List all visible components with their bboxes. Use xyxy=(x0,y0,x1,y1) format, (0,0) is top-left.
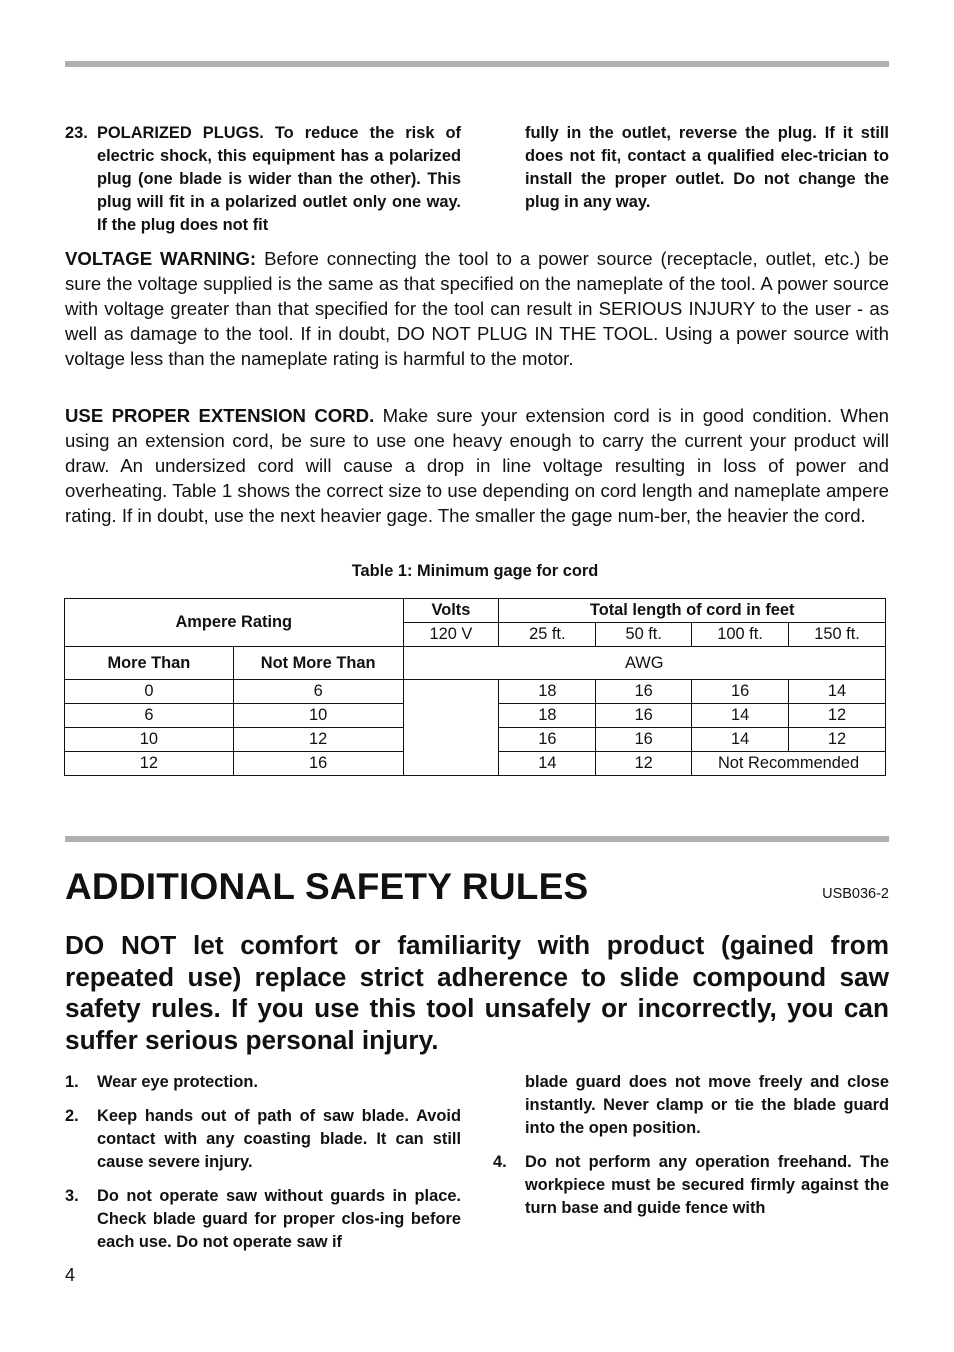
length-header-50: 50 ft. xyxy=(596,623,692,647)
ampere-rating-header: Ampere Rating xyxy=(65,599,404,647)
extension-cord-heading: USE PROPER EXTENSION CORD. xyxy=(65,405,375,426)
more-than-cell: 6 xyxy=(65,704,234,728)
gage-cell: 18 xyxy=(499,704,596,728)
awg-header: AWG xyxy=(403,647,885,680)
item-text-continued: fully in the outlet, reverse the plug. If it still does not fit, contact a qualified elec-trician to install the proper outlet. Do not change the plug in any way. xyxy=(525,124,889,211)
voltage-warning-paragraph xyxy=(65,246,889,371)
rule-number: 2. xyxy=(65,1107,79,1125)
table-caption: Table 1: Minimum gage for cord xyxy=(351,562,599,580)
rule-number: 1. xyxy=(65,1073,79,1091)
not-more-than-cell: 12 xyxy=(233,728,403,752)
more-than-cell: 10 xyxy=(65,728,234,752)
section-divider xyxy=(65,836,889,842)
length-header-150: 150 ft. xyxy=(789,623,886,647)
gage-cell: 12 xyxy=(789,728,886,752)
gage-cell: 18 xyxy=(499,680,596,704)
item-text: POLARIZED PLUGS. To reduce the risk of electric shock, this equipment has a polarized plug (one blade is wider than the other). This plug will fit in a polarized outlet only one way. If the plug does not fit xyxy=(97,124,461,234)
rules-right-column xyxy=(493,1071,889,1220)
rule-number: 4. xyxy=(493,1153,507,1171)
item-23-left-column xyxy=(65,122,461,237)
more-than-header: More Than xyxy=(65,647,234,680)
rule-number: 3. xyxy=(65,1187,79,1205)
page-number: 4 xyxy=(65,1265,76,1285)
gage-cell: 16 xyxy=(499,728,596,752)
rule-1 xyxy=(65,1071,461,1094)
rule-text: Do not perform any operation freehand. The workpiece must be secured firmly against the turn base and guide fence with xyxy=(525,1153,889,1217)
volts-header: Volts xyxy=(403,599,499,623)
item-23-right-column xyxy=(525,122,889,214)
not-more-than-header: Not More Than xyxy=(233,647,403,680)
gage-cell: 16 xyxy=(692,680,789,704)
gage-cell: 14 xyxy=(789,680,886,704)
extension-cord-text: Make sure your extension cord is in good condition. When using an extension cord, be sure to use one heavy enough to carry the current your product will draw. An undersized cord will cause a drop in line voltage resulting in loss of power and overheating. Table 1 shows the correct size to use depending on cord length and nameplate ampere rating. If in doubt, use the next heavier gage. The smaller the gage num-ber, the heavier the cord. xyxy=(65,405,889,526)
voltage-cell: 120 V xyxy=(403,623,499,647)
length-header-100: 100 ft. xyxy=(692,623,789,647)
rule-3-continued xyxy=(493,1071,889,1140)
rule-text: Wear eye protection. xyxy=(97,1073,258,1091)
not-recommended-cell: Not Recommended xyxy=(692,752,886,776)
rules-left-column xyxy=(65,1071,461,1254)
voltage-warning-heading: VOLTAGE WARNING: xyxy=(65,248,257,269)
rule-4 xyxy=(493,1151,889,1220)
rule-text: Do not operate saw without guards in place. Check blade guard for proper clos-ing before each use. Do not operate saw if xyxy=(97,1187,461,1251)
rule-2 xyxy=(65,1105,461,1174)
blank-volts-cell xyxy=(403,680,499,776)
table-label-row xyxy=(65,647,886,680)
more-than-cell: 0 xyxy=(65,680,234,704)
extension-cord-paragraph xyxy=(65,403,889,528)
section-title: ADDITIONAL SAFETY RULES xyxy=(65,866,589,907)
rule-text: blade guard does not move freely and close instantly. Never clamp or tie the blade guard into the open position. xyxy=(525,1073,889,1137)
total-length-header: Total length of cord in feet xyxy=(499,599,886,623)
length-header-25: 25 ft. xyxy=(499,623,596,647)
gage-cell: 12 xyxy=(596,752,692,776)
not-more-than-cell: 6 xyxy=(233,680,403,704)
cord-gage-table xyxy=(64,598,886,776)
item-number: 23. xyxy=(65,124,88,142)
gage-cell: 14 xyxy=(692,704,789,728)
gage-cell: 14 xyxy=(499,752,596,776)
gage-cell: 14 xyxy=(692,728,789,752)
section-warning: DO NOT let comfort or familiarity with product (gained from repeated use) replace strict adherence to slide compound saw safety rules. If you use this tool unsafely or incorrectly, you can suffer serious personal injury. xyxy=(65,930,889,1055)
gage-cell: 12 xyxy=(789,704,886,728)
voltage-warning-text: Before connecting the tool to a power source (receptacle, outlet, etc.) be sure the voltage supplied is the same as that specified on the nameplate of the tool. A power source with voltage greater than that specified for the tool can result in SERIOUS INJURY to the user - as well as damage to the tool. If in doubt, DO NOT PLUG IN THE TOOL. Using a power source with voltage less than the nameplate rating is harmful to the motor. xyxy=(65,248,889,369)
gage-cell: 16 xyxy=(596,728,692,752)
gage-cell: 16 xyxy=(596,680,692,704)
section-code: USB036-2 xyxy=(822,886,889,902)
not-more-than-cell: 10 xyxy=(233,704,403,728)
rule-text: Keep hands out of path of saw blade. Avoid contact with any coasting blade. It can still cause severe injury. xyxy=(97,1107,461,1171)
table-header-row xyxy=(65,599,886,623)
more-than-cell: 12 xyxy=(65,752,234,776)
not-more-than-cell: 16 xyxy=(233,752,403,776)
gage-cell: 16 xyxy=(596,704,692,728)
rule-3 xyxy=(65,1185,461,1254)
top-divider xyxy=(65,61,889,67)
table-row xyxy=(65,680,886,704)
